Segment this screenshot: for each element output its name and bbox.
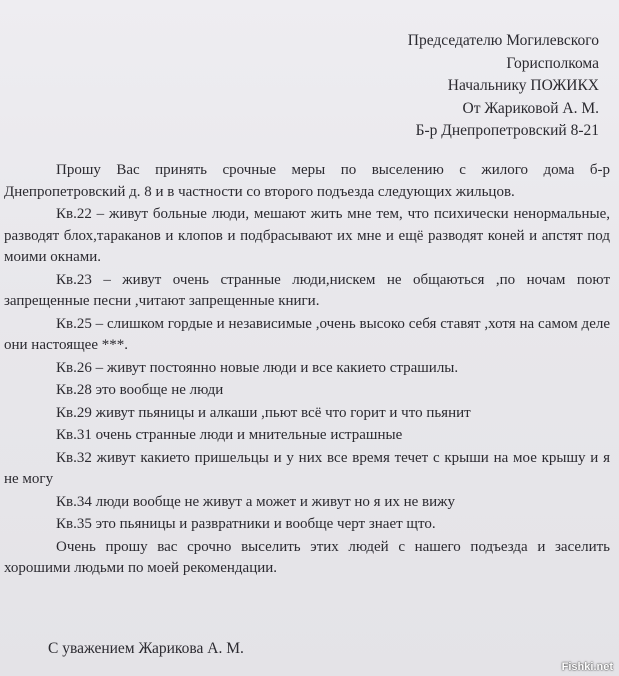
signature-line: С уважением Жарикова А. М. — [48, 640, 244, 657]
intro-paragraph: Прошу Вас принять срочные меры по выселению с жилого дома б-р Днепропетровский д. 8 и в частности со второго подъезда следующих жильцов. — [4, 162, 610, 200]
addressee-line-1: Председателю Могилевского — [407, 32, 599, 49]
addressee-line-2: Горисполкома — [506, 54, 599, 72]
sender-name: От Жариковой А. М. — [462, 99, 599, 117]
complaint-item: Кв.26 – живут постоянно новые люди и все какието страшилы. — [56, 359, 459, 376]
addressee-block — [339, 30, 599, 143]
complaint-item: Кв.31 очень странные люди и мнительные истрашные — [56, 427, 403, 443]
complaint-item: Кв.25 – слишком гордые и независимые ,очень высоко себя ставят ,хотя на самом деле они настоящее ***. — [4, 315, 610, 353]
complaint-item: Кв.28 это вообще не люди — [56, 382, 224, 398]
request-paragraph: Очень прошу вас срочно выселить этих людей с нашего подъезда и заселить хорошими людьми по моей рекомендации. — [4, 538, 610, 576]
complaint-item: Кв.32 живут какието пришельцы и у них все время течет с крыши на мое крышу и я не могу — [4, 449, 610, 487]
sender-address: Б-р Днепропетровский 8-21 — [415, 122, 599, 139]
complaint-item: Кв.22 – живут больные люди, мешают жить мне тем, что психически ненормальные, разводят блох,тараканов и клопов и подбрасывают их мне и ещё разводят коней и апстят под моими окнами. — [4, 206, 610, 265]
letter-body — [4, 160, 610, 580]
complaint-item: Кв.34 люди вообще не живут а может и живут но я их не вижу — [56, 493, 456, 510]
complaint-item: Кв.35 это пьяницы и развратники и вообще черт знает щто. — [56, 516, 436, 532]
addressee-line-3: Начальнику ПОЖИКХ — [447, 77, 599, 94]
site-watermark: Fishki.net — [561, 661, 613, 673]
complaint-item: Кв.29 живут пьяницы и алкаши ,пьют всё что горит и что пьянит — [56, 404, 471, 421]
complaint-item: Кв.23 – живут очень странные люди,нискем не общаються ,по ночам поют запрещенные песни ,читают запрещенные книги. — [4, 271, 610, 309]
